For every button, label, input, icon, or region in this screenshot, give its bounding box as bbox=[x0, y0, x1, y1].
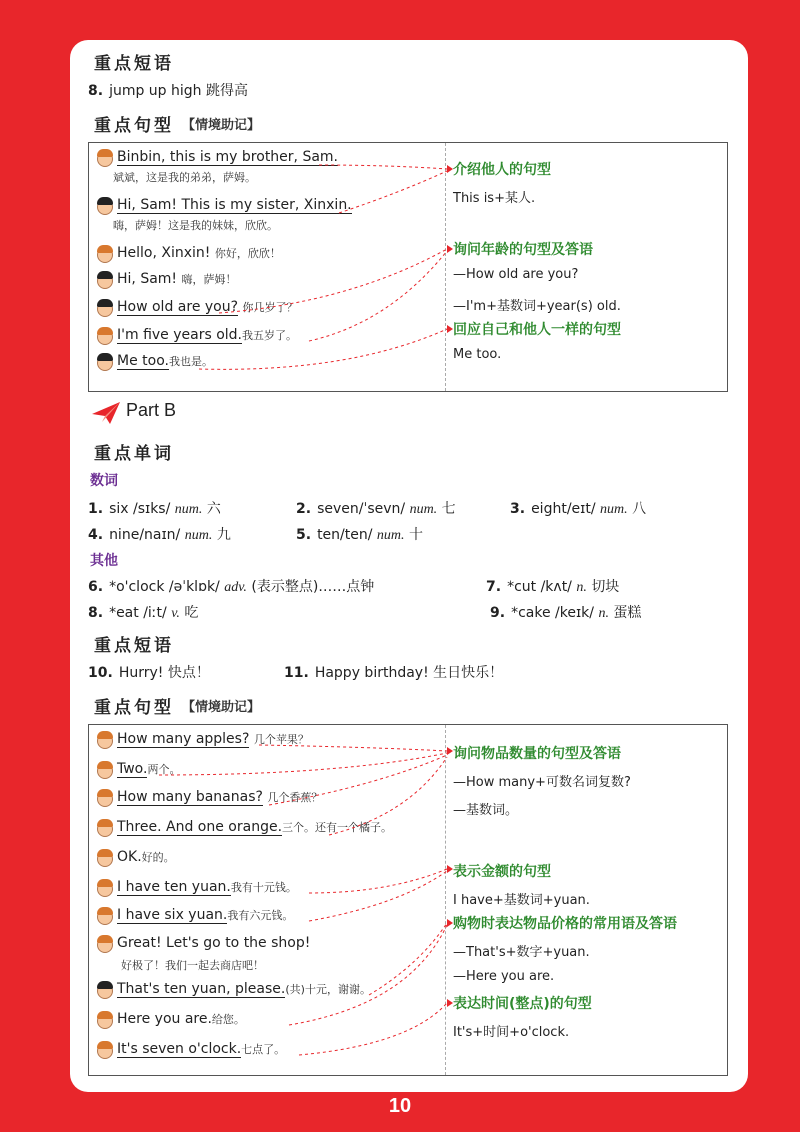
line-en: How old are you? bbox=[117, 299, 239, 315]
key-phrases-heading-1 bbox=[90, 48, 178, 74]
note-text: —That's+数字+yuan. bbox=[453, 945, 590, 960]
connector-arrow bbox=[259, 745, 447, 751]
ipa: /keɪk/ bbox=[555, 605, 594, 621]
word: *eat bbox=[109, 605, 139, 621]
line-zh: 你好，欣欣！ bbox=[214, 247, 281, 260]
line-en: How many apples? bbox=[117, 731, 250, 747]
key-phrases-heading-2 bbox=[90, 630, 178, 656]
meaning: 蛋糕 bbox=[613, 605, 642, 621]
pos: adv. bbox=[224, 580, 247, 595]
ipa: /eɪt/ bbox=[566, 501, 596, 517]
connector-arrow bbox=[329, 757, 447, 835]
item-number: 5. bbox=[296, 527, 312, 543]
line-en: Hello, Xinxin! bbox=[117, 245, 211, 261]
line-en: It's seven o'clock. bbox=[117, 1041, 242, 1057]
arrow-head bbox=[447, 999, 453, 1007]
note-text: Me too. bbox=[453, 347, 502, 362]
connector-arrow bbox=[299, 1003, 447, 1055]
dialogue-box-2 bbox=[88, 724, 728, 1076]
line-zh: 三个。还有一个橘子。 bbox=[282, 821, 393, 834]
line-en: I'm five years old. bbox=[117, 327, 243, 343]
item-number: 4. bbox=[88, 527, 104, 543]
note-heading: 回应自己和他人一样的句型 bbox=[453, 322, 621, 338]
meaning: 十 bbox=[409, 527, 423, 543]
word-item bbox=[296, 498, 456, 518]
word-item bbox=[88, 576, 374, 596]
connector-arrow bbox=[219, 249, 447, 313]
note-heading: 询问物品数量的句型及答语 bbox=[453, 746, 621, 762]
meaning: 切块 bbox=[591, 579, 620, 595]
heading-label: 重点单词 bbox=[90, 439, 178, 464]
meaning: 吃 bbox=[184, 605, 199, 621]
phrase-item bbox=[88, 662, 210, 682]
heading-sub: 【情境助记】 bbox=[182, 117, 261, 133]
line-en: Here you are. bbox=[117, 1011, 212, 1027]
line-en: How many bananas? bbox=[117, 789, 263, 805]
pos: num. bbox=[409, 502, 438, 517]
line-en: Hi, Sam! bbox=[117, 271, 178, 287]
item-number: 9. bbox=[490, 605, 506, 621]
note-heading: 介绍他人的句型 bbox=[453, 162, 551, 178]
line-zh: 给您。 bbox=[211, 1013, 245, 1026]
note-text: —How many+可数名词复数? bbox=[453, 775, 631, 790]
pos: num. bbox=[184, 528, 213, 543]
line-zh: 好的。 bbox=[141, 851, 175, 864]
word: nine bbox=[109, 527, 140, 543]
heading-label: 重点短语 bbox=[90, 631, 178, 656]
phrase-item bbox=[88, 80, 248, 100]
connector-arrow bbox=[319, 165, 447, 169]
word-item bbox=[510, 498, 646, 518]
line-zh: 你几岁了？ bbox=[242, 301, 298, 314]
pos: n. bbox=[598, 606, 609, 621]
word: seven bbox=[317, 501, 359, 517]
word: eight bbox=[531, 501, 567, 517]
line-zh: 我有六元钱。 bbox=[227, 909, 294, 922]
pos: n. bbox=[576, 580, 587, 595]
ipa: /kʌt/ bbox=[540, 579, 572, 595]
item-number: 3. bbox=[510, 501, 526, 517]
connector-arrow bbox=[339, 171, 447, 213]
arrow-head bbox=[447, 919, 453, 927]
line-zh: (共)十元，谢谢。 bbox=[285, 983, 371, 996]
line-en: Three. And one orange. bbox=[117, 819, 283, 835]
connector-arrow bbox=[309, 871, 447, 921]
connector-arrow bbox=[309, 869, 447, 893]
meaning: 七 bbox=[441, 501, 456, 517]
ipa: /əˈklɒk/ bbox=[168, 579, 220, 595]
key-words-heading bbox=[90, 438, 178, 464]
item-number: 11. bbox=[284, 665, 309, 681]
paper-plane-icon bbox=[92, 402, 120, 424]
word-item bbox=[490, 602, 641, 622]
connector-arrows bbox=[89, 143, 729, 393]
pos: num. bbox=[600, 502, 628, 517]
word: *cake bbox=[511, 605, 551, 621]
item-number: 8. bbox=[88, 83, 104, 99]
item-text: Happy birthday! 生日快乐！ bbox=[314, 665, 504, 681]
item-number: 6. bbox=[88, 579, 104, 595]
line-en: Two. bbox=[117, 761, 148, 777]
line-en: I have six yuan. bbox=[117, 907, 228, 923]
meaning: (表示整点)……点钟 bbox=[251, 579, 375, 595]
item-text: Hurry! 快点！ bbox=[118, 665, 210, 681]
heading-label: 重点短语 bbox=[90, 49, 178, 74]
arrow-head bbox=[447, 865, 453, 873]
item-text: jump up high 跳得高 bbox=[109, 83, 248, 99]
meaning: 六 bbox=[206, 501, 221, 517]
word-item bbox=[296, 524, 423, 544]
page-paper bbox=[70, 40, 748, 1092]
note-text: —How old are you? bbox=[453, 267, 579, 282]
connector-arrow bbox=[269, 755, 447, 805]
connector-arrows bbox=[89, 725, 729, 1077]
line-zh: 几个香蕉？ bbox=[267, 791, 323, 804]
note-heading: 购物时表达物品价格的常用语及答语 bbox=[453, 916, 677, 932]
heading-sub: 【情境助记】 bbox=[182, 699, 261, 715]
note-text: —I'm+基数词+year(s) old. bbox=[453, 299, 621, 314]
pos: num. bbox=[174, 502, 203, 517]
line-en: Me too. bbox=[117, 353, 169, 369]
line-zh: 两个。 bbox=[147, 763, 181, 776]
line-en: OK. bbox=[117, 849, 142, 865]
key-sentences-heading-1 bbox=[90, 110, 260, 136]
item-number: 2. bbox=[296, 501, 312, 517]
ipa: /ten/ bbox=[340, 527, 373, 543]
arrow-head bbox=[447, 325, 453, 333]
line-zh: 七点了。 bbox=[241, 1043, 286, 1056]
item-number: 7. bbox=[486, 579, 502, 595]
word: *o'clock bbox=[109, 579, 165, 595]
line-zh: 嗨，萨姆！ bbox=[181, 273, 237, 286]
phrase-item bbox=[284, 662, 503, 682]
connector-arrow bbox=[369, 923, 447, 995]
line-zh: 斌斌，这是我的弟弟，萨姆。 bbox=[113, 171, 256, 184]
word-item bbox=[88, 498, 221, 518]
word: ten bbox=[317, 527, 341, 543]
item-number: 8. bbox=[88, 605, 104, 621]
line-en: Great! Let's go to the shop! bbox=[117, 935, 311, 951]
group-label-others: 其他 bbox=[90, 553, 118, 569]
word: six bbox=[109, 501, 129, 517]
line-en: I have ten yuan. bbox=[117, 879, 231, 895]
group-label-numbers: 数词 bbox=[90, 473, 118, 489]
line-zh: 我五岁了。 bbox=[242, 329, 298, 342]
note-text: —Here you are. bbox=[453, 969, 555, 984]
connector-arrow bbox=[309, 251, 447, 341]
note-heading: 表达时间(整点)的句型 bbox=[453, 996, 592, 1012]
line-en: That's ten yuan, please. bbox=[117, 981, 286, 997]
pos: v. bbox=[171, 606, 180, 621]
meaning: 九 bbox=[216, 527, 231, 543]
word: *cut bbox=[507, 579, 537, 595]
note-text: This is+某人. bbox=[453, 191, 536, 206]
note-text: It's+时间+o'clock. bbox=[453, 1025, 570, 1040]
meaning: 八 bbox=[632, 501, 647, 517]
ipa: /naɪn/ bbox=[139, 527, 181, 543]
arrow-head bbox=[447, 245, 453, 253]
line-zh: 我也是。 bbox=[168, 355, 213, 368]
page-number: 10 bbox=[388, 1095, 412, 1117]
line-zh: 好极了！我们一起去商店吧！ bbox=[121, 959, 264, 972]
note-text: I have+基数词+yuan. bbox=[453, 893, 590, 908]
word-item bbox=[88, 602, 198, 622]
key-sentences-heading-2 bbox=[90, 692, 260, 718]
heading-label: 重点句型 bbox=[90, 111, 178, 136]
line-zh: 几个苹果？ bbox=[253, 733, 309, 746]
connector-arrow bbox=[289, 925, 447, 1025]
line-en: Hi, Sam! This is my sister, Xinxin. bbox=[117, 197, 352, 213]
ipa: /sɪks/ bbox=[132, 501, 171, 517]
note-text: —基数词。 bbox=[453, 803, 519, 818]
arrow-head bbox=[447, 747, 453, 755]
note-heading: 询问年龄的句型及答语 bbox=[453, 242, 593, 258]
word-item bbox=[486, 576, 619, 596]
ipa: /ˈsevn/ bbox=[358, 501, 406, 517]
part-b-title: Part B bbox=[126, 400, 177, 420]
heading-label: 重点句型 bbox=[90, 693, 178, 718]
line-en: Binbin, this is my brother, Sam. bbox=[117, 149, 339, 165]
dialogue-box-1 bbox=[88, 142, 728, 392]
word-item bbox=[88, 524, 231, 544]
connector-arrow bbox=[199, 329, 447, 369]
pos: num. bbox=[376, 528, 405, 543]
line-zh: 我有十元钱。 bbox=[230, 881, 297, 894]
ipa: /iːt/ bbox=[143, 605, 167, 621]
item-number: 1. bbox=[88, 501, 104, 517]
note-heading: 表示金额的句型 bbox=[453, 864, 551, 880]
item-number: 10. bbox=[88, 665, 113, 681]
arrow-head bbox=[447, 165, 453, 173]
line-zh: 嗨，萨姆！这是我的妹妹，欣欣。 bbox=[113, 219, 278, 232]
